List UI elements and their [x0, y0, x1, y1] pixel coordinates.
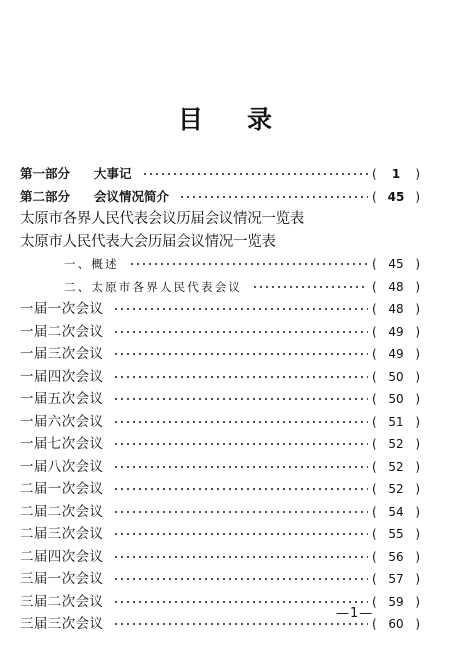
toc-entry-label: 二届二次会议: [20, 503, 104, 520]
page-number: 51: [388, 414, 404, 429]
close-paren: ): [415, 572, 420, 586]
part-number: 第二部分: [20, 188, 71, 204]
page-reference: [372, 523, 420, 546]
open-paren: (: [372, 257, 377, 271]
close-paren: ): [415, 482, 420, 496]
toc-entry-label: 二届一次会议: [20, 481, 104, 497]
open-paren: (: [372, 482, 377, 496]
page-reference: [372, 433, 420, 456]
dot-leader: [142, 173, 368, 175]
toc-entry-session[interactable]: [20, 321, 420, 344]
toc-entry-label: 二届四次会议: [20, 548, 104, 565]
toc-entry-label: 一届七次会议: [20, 436, 104, 452]
toc-entry-label: 二届三次会议: [20, 526, 104, 542]
toc-entry-label: 一届三次会议: [20, 346, 104, 362]
close-paren: ): [415, 257, 420, 271]
dot-leader: [113, 376, 368, 378]
dot-leader: [113, 623, 368, 625]
page-reference: [372, 366, 420, 389]
page-number: 60: [388, 617, 404, 631]
page-reference: [372, 501, 420, 524]
page-reference: [372, 388, 420, 411]
page-number: 52: [388, 437, 404, 451]
toc-entry-session[interactable]: [20, 523, 420, 546]
open-paren: (: [372, 414, 377, 429]
dot-leader: [179, 196, 368, 198]
page-reference: [372, 186, 420, 209]
page-number: 48: [388, 302, 404, 316]
page-reference: [372, 478, 420, 501]
dot-leader: [113, 511, 368, 513]
close-paren: ): [415, 504, 420, 519]
dot-leader: [113, 398, 368, 400]
dot-leader: [113, 421, 368, 423]
toc-entry-label: 一届四次会议: [20, 368, 104, 385]
toc-entry-session[interactable]: [20, 478, 420, 501]
page-number-footer: —1—: [336, 606, 374, 621]
toc-entry-label: [20, 186, 175, 209]
open-paren: (: [372, 594, 377, 609]
page-number: 49: [388, 324, 404, 339]
open-paren: (: [372, 549, 377, 564]
page-reference: [372, 343, 420, 366]
page-number: 52: [388, 482, 404, 496]
toc-entry-session[interactable]: [20, 366, 420, 389]
toc-entry-session[interactable]: [20, 546, 420, 569]
page-number: 50: [388, 369, 404, 384]
open-paren: (: [372, 392, 377, 406]
page-number: 52: [388, 459, 404, 474]
close-paren: ): [415, 279, 420, 294]
toc-entry-label: 三届二次会议: [20, 593, 104, 610]
toc-entry-label: 一届五次会议: [20, 391, 104, 407]
page-number: 48: [388, 279, 404, 294]
part-number: 第一部分: [20, 166, 71, 181]
toc-entry-label: 太原市人民代表大会历届会议情况一览表: [20, 233, 276, 250]
page-reference: [372, 298, 420, 321]
dot-leader: [113, 353, 368, 355]
dot-leader: [113, 533, 368, 535]
toc-entry-session[interactable]: [20, 388, 420, 411]
toc-entry-label: 三届一次会议: [20, 571, 104, 587]
page-reference: [372, 568, 420, 591]
open-paren: (: [372, 459, 377, 474]
close-paren: ): [415, 437, 420, 451]
toc-entry-label: 三届三次会议: [20, 616, 104, 632]
dot-leader: [113, 308, 368, 310]
page-reference: [372, 613, 420, 636]
close-paren: ): [415, 324, 420, 339]
close-paren: ): [415, 392, 420, 406]
toc-entry-session[interactable]: [20, 501, 420, 524]
close-paren: ): [415, 302, 420, 316]
open-paren: (: [372, 572, 377, 586]
close-paren: ): [415, 369, 420, 384]
close-paren: ): [415, 189, 420, 204]
part-name: 大事记: [94, 166, 132, 181]
close-paren: ): [415, 527, 420, 541]
session-list: [20, 298, 420, 636]
dot-leader: [113, 466, 368, 468]
toc-entry-label: 一届一次会议: [20, 301, 104, 317]
dot-leader: [113, 601, 368, 603]
toc-entry-session[interactable]: [20, 343, 420, 366]
page-number: 57: [388, 572, 404, 586]
table-of-contents: [20, 163, 420, 636]
close-paren: ): [415, 167, 420, 181]
open-paren: (: [372, 504, 377, 519]
toc-entry-part-2[interactable]: [20, 186, 420, 209]
page-number: 50: [388, 392, 404, 406]
toc-entry-representative-conference[interactable]: [20, 276, 420, 299]
open-paren: (: [372, 527, 377, 541]
toc-entry-part-1[interactable]: [20, 163, 420, 186]
open-paren: (: [372, 189, 377, 204]
toc-entry-label: 一届六次会议: [20, 413, 104, 430]
page-number: 49: [388, 347, 404, 361]
part-name: 会议情况简介: [94, 188, 170, 204]
page-title: [0, 104, 450, 136]
page-reference: [372, 591, 420, 614]
page-reference: [372, 456, 420, 479]
toc-entry-label: [20, 163, 138, 186]
toc-entry-table-1: [20, 208, 420, 231]
open-paren: (: [372, 302, 377, 316]
dot-leader: [113, 578, 368, 580]
toc-entry-session[interactable]: [20, 298, 420, 321]
toc-entry-table-2: [20, 231, 420, 254]
page-number: 55: [388, 527, 404, 541]
open-paren: (: [372, 324, 377, 339]
open-paren: (: [372, 167, 377, 181]
open-paren: (: [372, 437, 377, 451]
close-paren: ): [415, 459, 420, 474]
toc-entry-session[interactable]: [20, 568, 420, 591]
toc-entry-label: 一、概述: [64, 257, 119, 271]
toc-entry-label: 太原市各界人民代表会议历届会议情况一览表: [20, 211, 304, 227]
toc-entry-label: 一届八次会议: [20, 458, 104, 475]
close-paren: ): [415, 549, 420, 564]
page-number: 45: [388, 257, 404, 271]
page-reference: [372, 276, 420, 299]
toc-entry-overview[interactable]: [20, 253, 420, 276]
toc-entry-session[interactable]: [20, 411, 420, 434]
open-paren: (: [372, 617, 377, 631]
toc-entry-session[interactable]: [20, 456, 420, 479]
title-char-2: 录: [247, 105, 273, 134]
title-char-1: 目: [177, 105, 203, 134]
close-paren: ): [415, 414, 420, 429]
dot-leader: [252, 286, 368, 288]
close-paren: ): [415, 347, 420, 361]
dot-leader: [113, 488, 368, 490]
page-number: 45: [387, 189, 405, 204]
page-reference: [372, 546, 420, 569]
page-number: 59: [388, 594, 404, 609]
toc-entry-session[interactable]: [20, 433, 420, 456]
open-paren: (: [372, 347, 377, 361]
toc-entry-label: 一届二次会议: [20, 323, 104, 340]
close-paren: ): [415, 617, 420, 631]
dot-leader: [129, 263, 368, 265]
open-paren: (: [372, 279, 377, 294]
page-number: 54: [388, 504, 404, 519]
close-paren: ): [415, 594, 420, 609]
page-reference: [372, 411, 420, 434]
open-paren: (: [372, 369, 377, 384]
page-reference: [372, 321, 420, 344]
page-reference: [372, 253, 420, 276]
page-reference: [372, 163, 420, 186]
dot-leader: [113, 331, 368, 333]
page-number: 1: [391, 167, 401, 181]
dot-leader: [113, 556, 368, 558]
toc-entry-label: 二、太原市各界人民代表会议: [64, 279, 243, 294]
dot-leader: [113, 443, 368, 445]
page-number: 56: [388, 549, 404, 564]
